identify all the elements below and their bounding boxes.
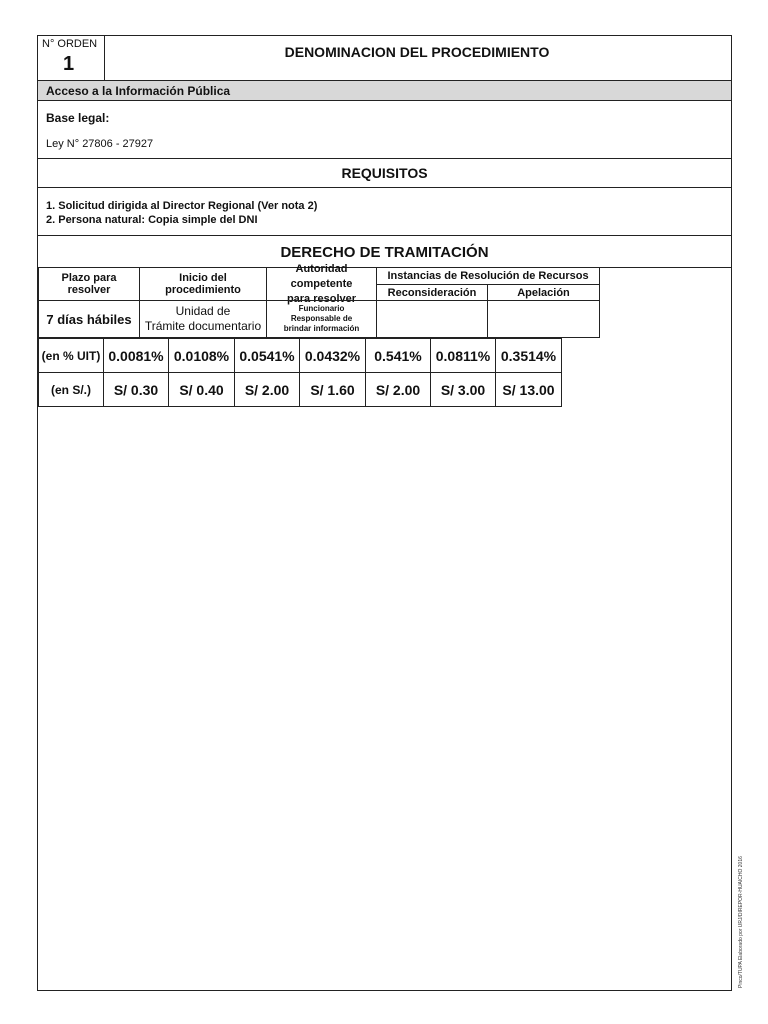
uit-value-text: 0.0081% [108, 347, 164, 364]
uit-value [234, 338, 300, 373]
soles-value-text: S/ 0.40 [179, 381, 224, 398]
uit-value-text: 0.0811% [435, 347, 491, 364]
uit-value [365, 338, 431, 373]
value-apelacion [487, 300, 600, 338]
uit-value-text: 0.541% [374, 347, 422, 364]
header-apelacion-label: Apelación [517, 286, 570, 299]
header-plazo-label: Plazo para resolver [61, 272, 117, 296]
value-autoridad [266, 300, 377, 338]
uit-value [103, 338, 169, 373]
header-autoridad-line2: para resolver [286, 292, 357, 305]
soles-value [299, 372, 366, 407]
value-inicio [139, 300, 267, 338]
uit-value [430, 338, 496, 373]
soles-label [38, 372, 104, 407]
uit-label-text: (en % UIT) [41, 348, 101, 363]
soles-value [234, 372, 300, 407]
requisitos-title: REQUISITOS [341, 165, 428, 181]
uit-label [38, 338, 104, 373]
value-plazo-text: 7 días hábiles [46, 311, 132, 327]
page-title: DENOMINACION DEL PROCEDIMIENTO [284, 44, 550, 60]
soles-value-text: S/ 3.00 [440, 381, 486, 398]
header-inicio-label: Inicio del procedimiento [165, 272, 241, 296]
value-reconsideracion [376, 300, 488, 338]
soles-value [365, 372, 431, 407]
header-apelacion [487, 284, 600, 301]
uit-value-text: 0.0541% [239, 347, 295, 364]
value-plazo [38, 300, 140, 338]
soles-value-text: S/ 2.00 [244, 381, 290, 398]
uit-value [495, 338, 562, 373]
divider [37, 158, 732, 159]
value-inicio-line1: Unidad de [175, 304, 231, 318]
uit-value-text: 0.3514% [500, 347, 557, 364]
derecho-title: DERECHO DE TRAMITACIÓN [280, 244, 489, 261]
uit-value-text: 0.0108% [173, 347, 230, 364]
soles-value-text: S/ 2.00 [375, 381, 421, 398]
header-reconsideracion-label: Reconsideración [387, 286, 477, 299]
soles-label-text: (en S/.) [50, 382, 91, 397]
header-autoridad-line1: Autoridad competente [290, 262, 353, 290]
legal-text: Ley N° 27806 - 27927 [46, 138, 154, 150]
header-inicio [139, 267, 267, 301]
soles-value [168, 372, 235, 407]
order-number: 1 [63, 53, 75, 75]
divider [37, 235, 732, 236]
legal-label: Base legal: [46, 111, 110, 125]
uit-value [299, 338, 366, 373]
soles-value-text: S/ 13.00 [502, 381, 555, 398]
requisito-item: 2. Persona natural: Copia simple del DNI [46, 214, 258, 226]
value-autoridad-line2: Responsable de [290, 314, 353, 323]
header-reconsideracion [376, 284, 488, 301]
soles-value [103, 372, 169, 407]
header-instancias [376, 267, 600, 285]
divider [37, 187, 732, 188]
soles-value-text: S/ 0.30 [113, 381, 159, 398]
procedure-name: Acceso a la Información Pública [46, 84, 231, 98]
value-inicio-line2: Trámite documentario [144, 319, 262, 333]
uit-value [168, 338, 235, 373]
value-autoridad-line3: brindar información [283, 324, 360, 333]
order-label: N° ORDEN [42, 38, 98, 50]
header-autoridad [266, 262, 377, 305]
soles-value-text: S/ 1.60 [310, 381, 355, 398]
requisito-item: 1. Solicitud dirigida al Director Regional (Ver nota 2) [46, 200, 318, 212]
header-plazo [38, 267, 140, 301]
footer-note: Pinco/TUPA Elaborado por URJ/DIREPOR-HUAICHO 2016 [738, 856, 744, 988]
header-instancias-label: Instancias de Resolución de Recursos [387, 270, 589, 282]
soles-value [430, 372, 496, 407]
soles-value [495, 372, 562, 407]
uit-value-text: 0.0432% [304, 347, 361, 364]
value-autoridad-line1: Funcionario [298, 304, 345, 313]
